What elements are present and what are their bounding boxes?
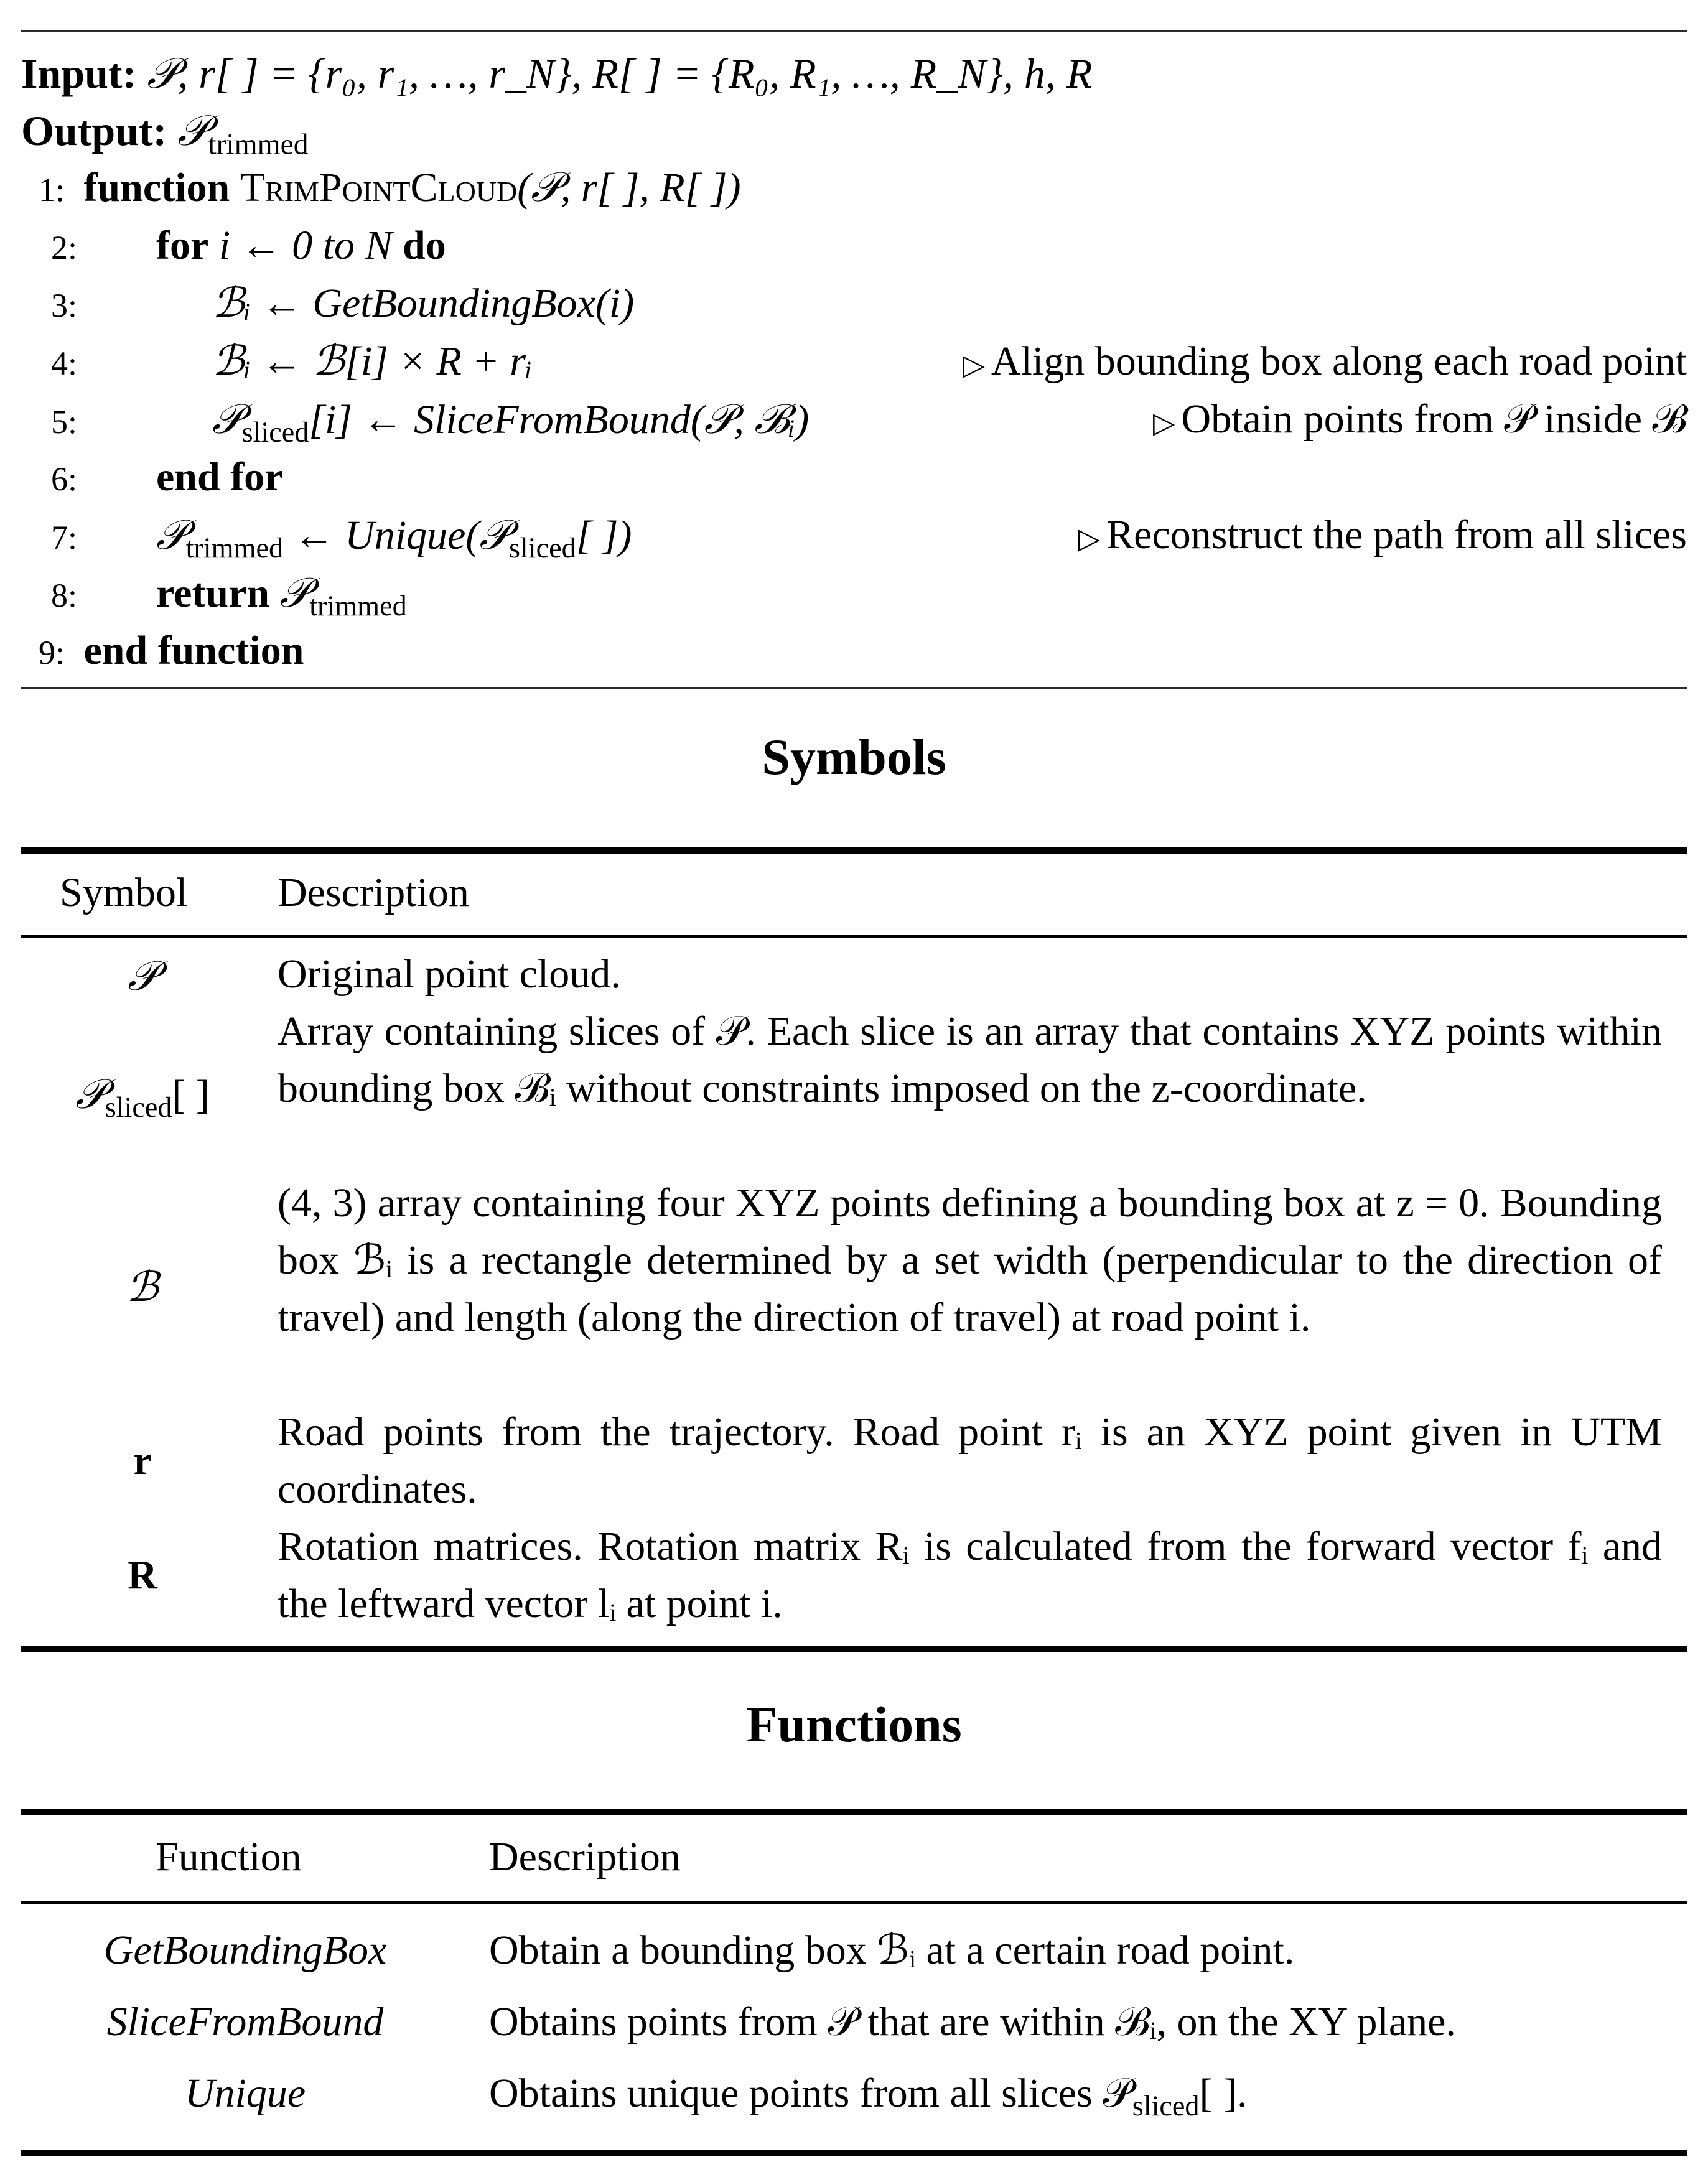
statement-end: [ ]) xyxy=(576,513,632,558)
input-label: Input: xyxy=(21,50,137,97)
output-subscript: trimmed xyxy=(208,128,309,161)
line-number: 2: xyxy=(50,229,77,266)
keyword-return: return xyxy=(156,571,270,616)
comment-text: Align bounding box along each road point xyxy=(991,338,1687,384)
symbol-cell: R xyxy=(128,1552,157,1598)
statement: 𝒫 xyxy=(156,511,186,559)
function-name-cell: GetBoundingBox xyxy=(103,1927,387,1973)
algorithm-line-6 xyxy=(21,452,282,504)
symbols-top-rule xyxy=(21,847,1687,854)
algorithm-line-1 xyxy=(0,163,741,215)
line-number: 5: xyxy=(50,403,77,440)
line-number: 1: xyxy=(38,171,65,208)
function-name-cell: SliceFromBound xyxy=(106,1999,384,2044)
symbol-cell: r xyxy=(133,1438,152,1483)
algorithm-line-7 xyxy=(21,510,632,562)
function-description: Obtain a bounding box ℬᵢ at a certain road point. xyxy=(489,1927,1295,1973)
symbol-cell xyxy=(21,1070,264,1124)
description-text: Obtains unique points from all slices 𝒫 xyxy=(489,2071,1132,2116)
line-number: 8: xyxy=(50,577,77,614)
function-name: TrimPointCloud xyxy=(240,165,518,210)
input-value: 𝒫, r[ ] = {r₀, r₁, …, r_N}, R[ ] = {R₀, R₁, …, R_N}, h, R xyxy=(147,50,1093,97)
function-description: Obtains points from 𝒫 that are within ℬᵢ, on the XY plane. xyxy=(489,1999,1456,2044)
loop-range: i ← 0 to N xyxy=(218,223,393,268)
algorithm-line-2 xyxy=(21,221,446,273)
algorithm-comment-7 xyxy=(1078,510,1687,564)
functions-top-rule xyxy=(21,1809,1687,1815)
comment-text: Obtain points from 𝒫 inside ℬ xyxy=(1181,396,1687,442)
symbol-cell: 𝒫 xyxy=(128,952,157,1000)
subscript: trimmed xyxy=(309,590,407,622)
functions-header-rule xyxy=(21,1901,1687,1904)
keyword-function: function xyxy=(83,165,230,210)
line-number: 9: xyxy=(38,634,65,671)
statement: 𝒫 xyxy=(212,395,242,443)
functions-header-function: Function xyxy=(156,1834,302,1880)
comment-triangle-icon: ▷ xyxy=(963,349,985,381)
symbol-description: Array containing slices of 𝒫. Each slice is an array that contains XYZ points within bounding box ℬᵢ without constraints imposed on the z-coordinate. xyxy=(278,1009,1662,1111)
function-name-cell: Unique xyxy=(184,2071,306,2116)
keyword-end-function: end function xyxy=(83,628,304,673)
line-number: 4: xyxy=(50,345,77,382)
symbol-main: 𝒫 xyxy=(75,1070,105,1118)
statement: ℬᵢ ← GetBoundingBox(i) xyxy=(212,281,635,326)
subscript: sliced xyxy=(508,532,576,564)
functions-title: Functions xyxy=(746,1696,962,1753)
keyword-end-for: end for xyxy=(156,454,283,500)
statement-rest: ← Unique(𝒫 xyxy=(283,513,509,558)
line-number: 3: xyxy=(50,287,77,324)
function-description xyxy=(489,2069,1687,2122)
output-label: Output: xyxy=(21,107,167,154)
functions-bottom-rule xyxy=(21,2150,1687,2156)
symbol-cell: ℬ xyxy=(126,1263,159,1311)
symbol-suffix: [ ] xyxy=(172,1072,210,1117)
algorithm-top-rule xyxy=(21,30,1687,32)
algorithm-line-9 xyxy=(0,626,304,678)
output-value: 𝒫 xyxy=(177,106,208,156)
line-number: 7: xyxy=(50,519,77,556)
algorithm-line-5 xyxy=(21,394,809,447)
algorithm-line-3 xyxy=(21,279,634,330)
algorithm-output xyxy=(21,106,309,161)
comment-text: Reconstruct the path from all slices xyxy=(1106,512,1687,557)
functions-header-description: Description xyxy=(489,1834,681,1880)
function-args: (𝒫, r[ ], R[ ]) xyxy=(517,165,741,210)
keyword-do: do xyxy=(402,223,446,268)
keyword-for: for xyxy=(156,223,209,268)
symbols-header-description: Description xyxy=(278,870,469,915)
statement: ℬᵢ ← ℬ[i] × R + rᵢ xyxy=(212,338,533,384)
symbols-header-rule xyxy=(21,935,1687,938)
symbols-title: Symbols xyxy=(762,729,946,785)
description-suffix: [ ]. xyxy=(1199,2071,1248,2116)
description-subscript: sliced xyxy=(1132,2090,1200,2122)
symbol-description: Road points from the trajectory. Road point rᵢ is an XYZ point given in UTM coordinates. xyxy=(278,1409,1662,1512)
algorithm-line-4 xyxy=(21,337,532,388)
line-number: 6: xyxy=(50,460,77,498)
subscript: trimmed xyxy=(185,532,284,564)
symbols-header-symbol: Symbol xyxy=(60,870,188,915)
symbol-description: (4, 3) array containing four XYZ points defining a bounding box at z = 0. Bounding box ℬᵢ is a rectangle determined by a set width (perpendicular to the direction of travel) and length (along the direction of travel) at road point i. xyxy=(278,1180,1662,1340)
symbols-bottom-rule xyxy=(21,1646,1687,1652)
algorithm-comment-5 xyxy=(1153,394,1687,448)
comment-triangle-icon: ▷ xyxy=(1078,523,1101,554)
subscript: sliced xyxy=(241,416,309,449)
return-value: 𝒫 xyxy=(279,569,310,617)
algorithm-line-8 xyxy=(21,568,407,620)
statement-rest: [i] ← SliceFromBound(𝒫, ℬᵢ) xyxy=(309,397,810,442)
symbol-description: Rotation matrices. Rotation matrix Rᵢ is calculated from the forward vector fᵢ and the leftward vector lᵢ at point i. xyxy=(278,1524,1662,1626)
symbol-description: Original point cloud. xyxy=(278,951,621,997)
algorithm-comment-4 xyxy=(963,337,1687,390)
comment-triangle-icon: ▷ xyxy=(1153,407,1175,439)
algorithm-input xyxy=(21,49,1092,98)
algorithm-bottom-rule xyxy=(21,687,1687,689)
symbol-subscript: sliced xyxy=(105,1091,172,1124)
